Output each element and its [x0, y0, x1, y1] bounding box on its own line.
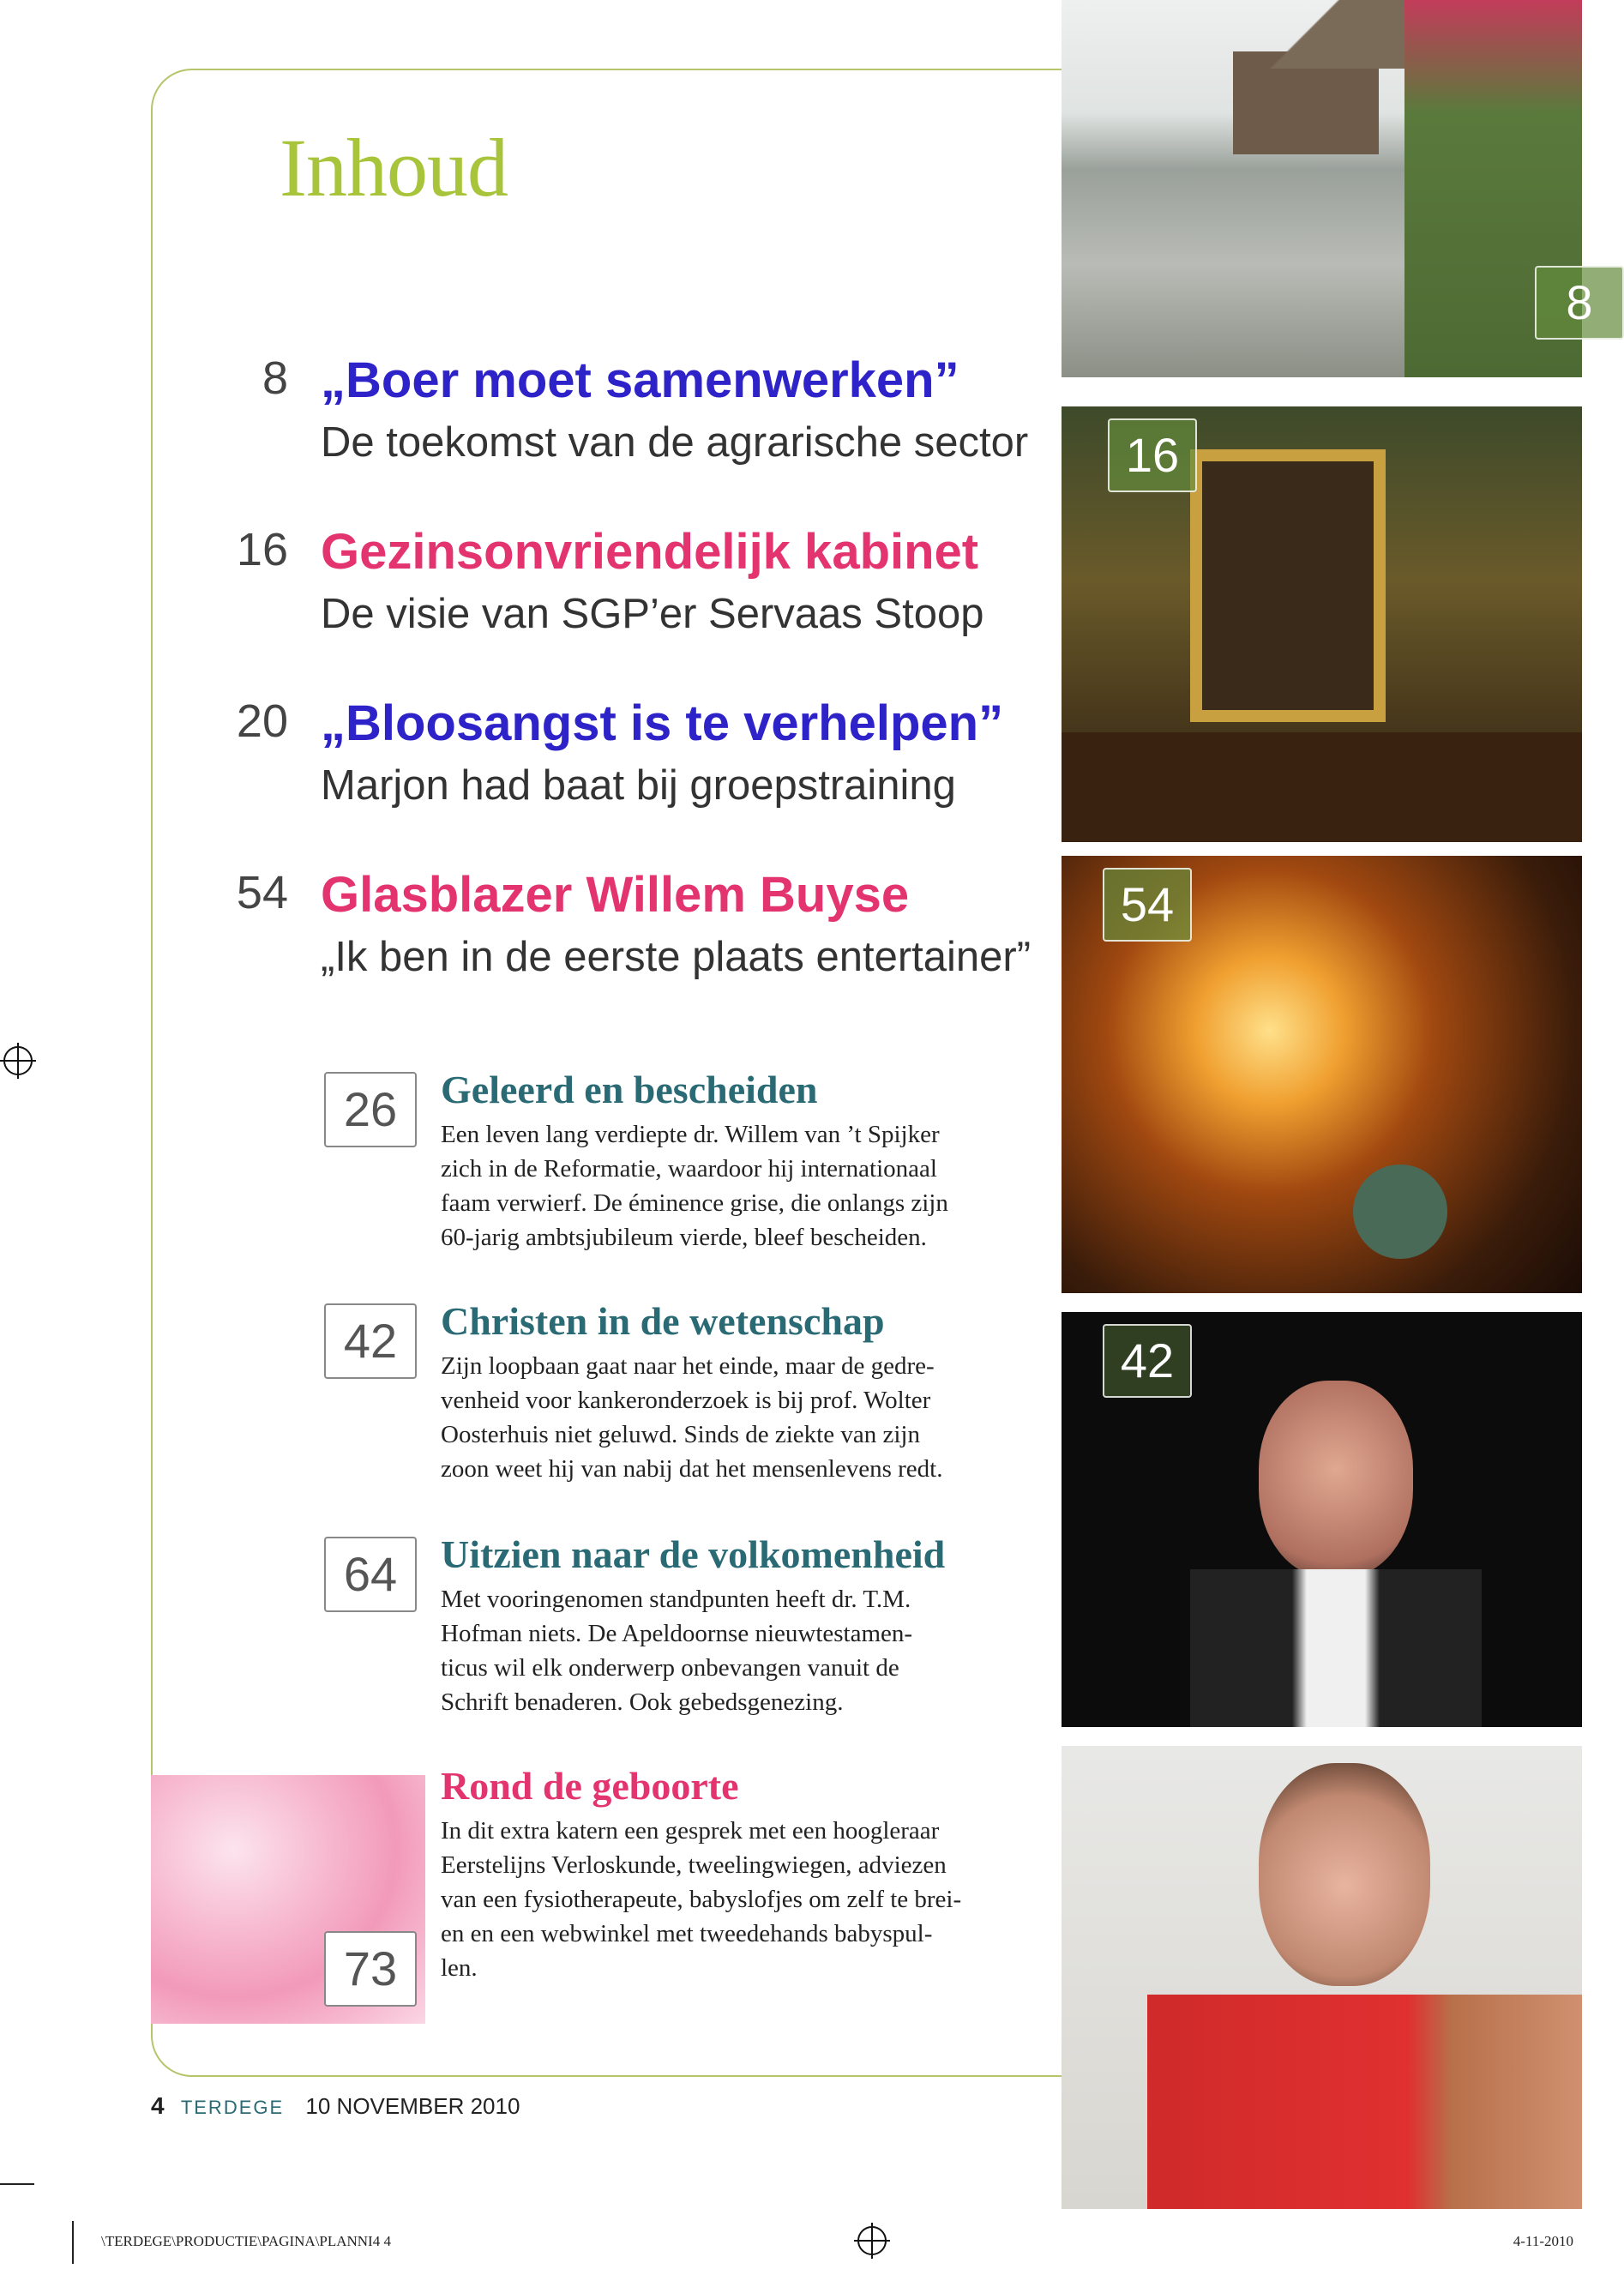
- teaser-line: Zijn loopbaan gaat naar het einde, maar de gedre-: [441, 1352, 935, 1380]
- teaser-line: ticus wil elk onderwerp onbevangen vanuit de: [441, 1654, 899, 1682]
- teaser-line: Eerstelijns Verloskunde, tweelingwiegen, adviezen: [441, 1851, 947, 1879]
- crop-mark: [0, 2183, 34, 2185]
- article-headline: Christen in de wetenschap: [441, 1299, 885, 1343]
- feature-headline: „Bloosangst is te verhelpen”: [321, 695, 1004, 751]
- article-teaser: [441, 1814, 1058, 1985]
- feature-headline: Gezinsonvriendelijk kabinet: [321, 524, 979, 580]
- feature-subtitle: Marjon had baat bij groepstraining: [321, 762, 956, 809]
- article-item[interactable]: [441, 1532, 1058, 1719]
- page-number: 4: [151, 2092, 165, 2119]
- teaser-line: zich in de Reformatie, waardoor hij internationaal: [441, 1155, 937, 1183]
- photo-page-badge: 54: [1103, 868, 1192, 942]
- teaser-line: Oosterhuis niet geluwd. Sinds de ziekte van zijn: [441, 1421, 920, 1448]
- glassblower-photo: [1062, 856, 1582, 1293]
- teaser-line: faam verwierf. De éminence grise, die onlangs zijn: [441, 1189, 948, 1217]
- article-page-box: 73: [324, 1931, 417, 2007]
- magazine-name: TERDEGE: [180, 2097, 285, 2118]
- page-title: Inhoud: [280, 122, 508, 214]
- teaser-line: en en een webwinkel met tweedehands babyspul-: [441, 1920, 933, 1947]
- registration-mark-icon: [3, 1046, 33, 1075]
- feature-number: 20: [236, 695, 288, 747]
- crop-mark: [72, 2221, 74, 2264]
- teaser-line: Met vooringenomen standpunten heeft dr. T.M.: [441, 1586, 911, 1613]
- teaser-line: Hofman niets. De Apeldoornse nieuwtestamen-: [441, 1620, 913, 1647]
- feature-number: 8: [262, 352, 288, 404]
- page-footer: [151, 2092, 520, 2120]
- teaser-line: len.: [441, 1954, 478, 1982]
- article-item[interactable]: [441, 1298, 1058, 1486]
- photo-page-badge: 42: [1103, 1324, 1192, 1398]
- teaser-line: Schrift benaderen. Ook gebedsgenezing.: [441, 1688, 844, 1716]
- article-headline: Rond de geboorte: [441, 1764, 739, 1808]
- slug-path: \TERDEGE\PRODUCTIE\PAGINA\PLANNI4 4: [101, 2233, 391, 2249]
- teaser-line: In dit extra katern een gesprek met een hoogleraar: [441, 1817, 940, 1845]
- article-page-box: 64: [324, 1537, 417, 1612]
- article-headline: Uitzien naar de volkomenheid: [441, 1532, 946, 1576]
- feature-subtitle: De toekomst van de agrarische sector: [321, 419, 1029, 466]
- registration-mark-icon: [857, 2226, 887, 2255]
- article-item[interactable]: [441, 1067, 1058, 1255]
- article-item[interactable]: [441, 1763, 1058, 1985]
- feature-number: 16: [236, 524, 288, 575]
- feature-subtitle: De visie van SGP’er Servaas Stoop: [321, 591, 984, 637]
- issue-date: 10 NOVEMBER 2010: [305, 2093, 520, 2119]
- photo-page-badge: 8: [1535, 266, 1624, 340]
- teaser-line: 60-jarig ambtsjubileum vierde, bleef bescheiden.: [441, 1224, 927, 1251]
- article-headline: Geleerd en bescheiden: [441, 1068, 818, 1111]
- article-teaser: [441, 1117, 1058, 1255]
- article-page-box: 26: [324, 1072, 417, 1147]
- feature-headline: Glasblazer Willem Buyse: [321, 867, 910, 923]
- article-teaser: [441, 1582, 1058, 1719]
- teaser-line: van een fysiotherapeute, babyslofjes om zelf te brei-: [441, 1886, 962, 1913]
- feature-number: 54: [236, 867, 288, 918]
- farm-photo: [1062, 0, 1593, 377]
- woman-photo: [1062, 1746, 1582, 2209]
- feature-subtitle: „Ik ben in de eerste plaats entertainer”: [321, 934, 1032, 980]
- article-page-box: 42: [324, 1303, 417, 1379]
- slug-date: 4-11-2010: [1513, 2233, 1573, 2249]
- article-teaser: [441, 1349, 1058, 1486]
- teaser-line: Een leven lang verdiepte dr. Willem van ’t Spijker: [441, 1121, 940, 1148]
- professor-photo: [1062, 1312, 1582, 1727]
- teaser-line: venheid voor kankeronderzoek is bij prof. Wolter: [441, 1387, 931, 1414]
- teaser-line: zoon weet hij van nabij dat het mensenlevens redt.: [441, 1455, 943, 1483]
- photo-page-badge: 16: [1108, 418, 1197, 492]
- parliament-photo: [1062, 406, 1582, 842]
- feature-headline: „Boer moet samenwerken”: [321, 352, 959, 408]
